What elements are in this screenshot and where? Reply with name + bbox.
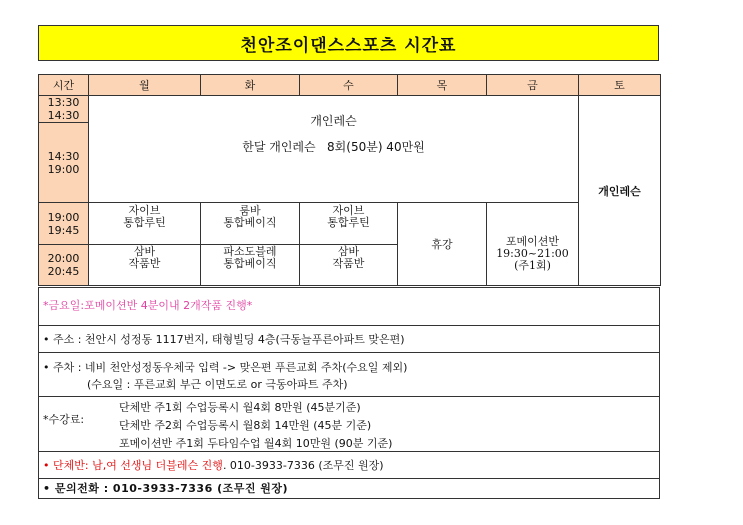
header-thu: 목 [398,75,487,96]
private-lesson-title: 개인레슨 [310,114,357,128]
page-title: 천안조이댄스스포츠 시간표 [38,25,659,61]
phone-note: • 문의전화 : 010-3933-7336 (조무진 원장) [38,479,660,499]
private-lesson-note [38,452,660,479]
time-cell: 14:30 19:00 [39,123,89,203]
friday-note: *금요일:포메이션반 4분이내 2개작품 진행* [38,287,660,326]
class-wed-1: 자이브 통합루틴 [300,203,398,245]
header-mon: 월 [89,75,201,96]
header-time: 시간 [39,75,89,96]
time-cell: 19:00 19:45 [39,203,89,245]
saturday-cell: 개인레슨 [579,96,661,286]
fee-note [38,397,660,452]
class-thu: 휴강 [398,203,487,286]
class-fri: 포메이션반 19:30~21:00 (주1회) [487,203,579,286]
header-sat: 토 [579,75,661,96]
schedule-table [38,74,661,286]
parking-line-2: (수요일 : 푸른교회 부근 이면도로 or 극동아파트 주차) [87,378,348,391]
class-mon-2: 삼바 작품반 [89,245,201,286]
private-lesson-contact: . 010-3933-7336 (조무진 원장) [222,459,384,472]
parking-note [38,353,660,397]
fee-line-3: 포메이션반 주1회 두타임수업 월4회 10만원 (90분 기준) [119,437,393,450]
time-cell: 13:30 14:30 [39,96,89,123]
private-lesson-cell [89,96,579,203]
header-wed: 수 [300,75,398,96]
header-row [39,75,661,96]
private-lesson-red-text: • 단체반: 남,여 선생님 더블레슨 진행 [43,459,223,472]
fee-line-2: 단체반 주2회 수업등록시 월8회 14만원 (45분 기준) [119,419,372,432]
fee-label: *수강료: [43,413,85,426]
class-tue-1: 룸바 통합베이직 [201,203,300,245]
row-time-3 [39,203,661,245]
class-tue-2: 파소도블레 통합베이직 [201,245,300,286]
private-lesson-detail: 한달 개인레슨 8회(50분) 40만원 [242,140,425,154]
header-tue: 화 [201,75,300,96]
time-cell: 20:00 20:45 [39,245,89,286]
class-wed-2: 삼바 작품반 [300,245,398,286]
fee-line-1: 단체반 주1회 수업등록시 월4회 8만원 (45분기준) [119,401,361,414]
row-time-1 [39,96,661,123]
class-mon-1: 자이브 통합루틴 [89,203,201,245]
address-note: • 주소 : 천안시 성정동 1117번지, 태형빌딩 4층(극동늘푸른아파트 맞은편) [38,326,660,353]
parking-line-1: • 주차 : 네비 천안성정동우체국 입력 -> 맞은편 푸른교회 주차(수요일 제외) [43,361,408,374]
header-fri: 금 [487,75,579,96]
